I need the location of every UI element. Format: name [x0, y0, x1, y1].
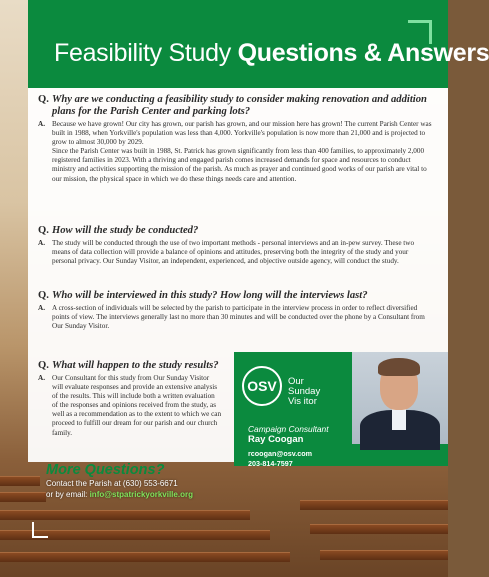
- osv-wordmark-line: Our: [288, 376, 304, 387]
- question-text: How will the study be conducted?: [52, 225, 199, 236]
- q-label: Q.: [38, 360, 49, 371]
- parish-phone-line: Contact the Parish at (630) 553-6671: [46, 479, 178, 488]
- q-label: Q.: [38, 94, 49, 105]
- answer: [38, 239, 432, 266]
- question: [38, 94, 432, 118]
- answer: [38, 304, 432, 331]
- email-prefix: or by email:: [46, 490, 90, 499]
- osv-wordmark-line: Sunday: [288, 386, 321, 397]
- osv-wordmark-line: Vis itor: [288, 396, 317, 407]
- consultant-role: Campaign Consultant: [248, 424, 329, 434]
- parish-email-link[interactable]: info@stpatrickyorkville.org: [89, 490, 193, 499]
- question-text: Who will be interviewed in this study? How long will the interviews last?: [52, 290, 368, 301]
- answer-text: Because we have grown! Our city has grown, our parish has grown, and our mission here has grown! The current Parish Center was built in 1988, when Yorkville's population was less than 4,000. Yorkville's population is now more than 21,000 and is projected to grow to almost 30,000 by 2029.: [52, 120, 432, 147]
- answer-text: Our Consultant for this study from Our Sunday Visitor will evaluate responses and provide an extensive analysis of the results. This will include both a written evaluation of the responses and opinions received from the study, as well as a recommendation as to the extent to which we can proceed to fulfill our dream for our parish and our church family.: [52, 374, 222, 437]
- corner-bracket-icon: [32, 522, 48, 538]
- qa-item: [38, 94, 432, 184]
- parish-email-line: [46, 489, 193, 500]
- consultant-contact: [248, 449, 312, 469]
- answer-text: The study will be conducted through the use of two important methods - personal interviews and an in-pew survey. These two means of data collection will provide a balance of opinions and attitudes, preserving both the integrity of the study and your personal privacy. Our Sunday Visitor, an independent, experienced, and objective outside agency, will conduct the study.: [52, 239, 415, 266]
- more-questions-block: [46, 462, 193, 500]
- a-label: A.: [38, 120, 45, 128]
- pew-decoration: [0, 552, 290, 562]
- q-label: Q.: [38, 225, 49, 236]
- answer: [38, 374, 222, 438]
- a-label: A.: [38, 239, 45, 247]
- osv-wordmark: [288, 377, 320, 407]
- a-label: A.: [38, 304, 45, 312]
- qa-item: [38, 225, 432, 266]
- pew-decoration: [300, 500, 448, 510]
- consultant-phone[interactable]: 203-814-7597: [248, 459, 293, 468]
- more-questions-title: More Questions?: [46, 462, 165, 478]
- question: [38, 360, 222, 372]
- pew-decoration: [310, 524, 448, 534]
- qa-item: [38, 360, 222, 438]
- title-bold: Questions & Answers: [237, 39, 489, 67]
- consultant-email[interactable]: rcoogan@osv.com: [248, 449, 312, 458]
- answer-text: A cross-section of individuals will be selected by the parish to participate in the interview process in order to reflect diversified points of view. The interviews generally last no more than 30 minutes and will be conducted over the phone by a Consultant from Our Sunday Visitor.: [52, 304, 425, 331]
- pew-decoration: [0, 492, 46, 502]
- pew-decoration: [0, 476, 40, 486]
- consultant-info: [248, 424, 329, 445]
- osv-logo: OSV: [242, 366, 282, 406]
- question-text: What will happen to the study results?: [52, 360, 219, 371]
- question: [38, 290, 432, 302]
- answer: [38, 120, 432, 184]
- qa-item: [38, 290, 432, 331]
- consultant-photo: [352, 352, 448, 444]
- a-label: A.: [38, 374, 45, 382]
- consultant-name: Ray Coogan: [248, 434, 304, 445]
- q-label: Q.: [38, 290, 49, 301]
- pew-decoration: [0, 510, 250, 520]
- question: [38, 225, 432, 237]
- page-title: [54, 39, 489, 68]
- pew-decoration: [320, 550, 448, 560]
- title-regular: Feasibility Study: [54, 39, 238, 67]
- answer-text: Since the Parish Center was built in 1988, St. Patrick has grown significantly from less than 400 families, to approximately 2,000 registered families in 2023. With a thriving and engaged parish comes increased demands for space and resources to conduct ministry and activities supporting the mission of the parish. As much as prayer and continued good works of our parish are vital to our mission, the physical space in which we do these things needs care and attention.: [52, 147, 427, 183]
- question-text: Why are we conducting a feasibility study to consider making renovation and addition plans for the Parish Center and parking lots?: [52, 94, 427, 117]
